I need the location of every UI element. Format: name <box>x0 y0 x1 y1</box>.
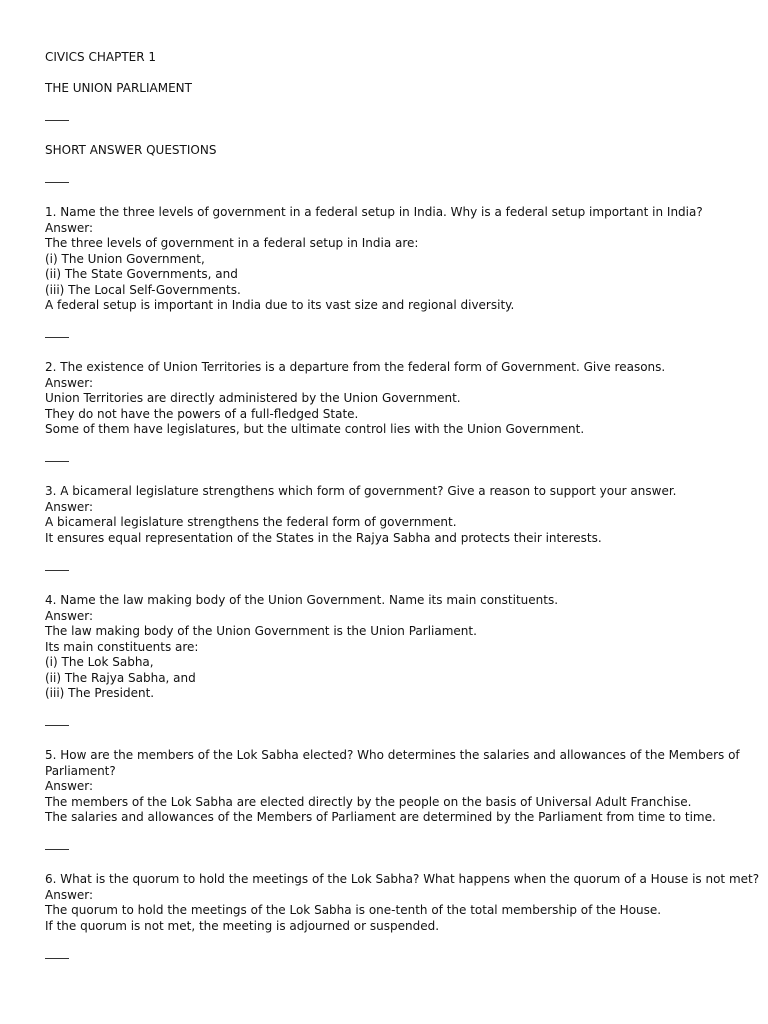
separator-line <box>45 725 69 726</box>
answer-line: The salaries and allowances of the Members of Parliament are determined by the Parliament from time to time. <box>45 810 716 824</box>
question-block-4 <box>45 593 558 702</box>
answer-line: (i) The Lok Sabha, <box>45 655 154 669</box>
answer-line: A bicameral legislature strengthens the federal form of government. <box>45 515 457 529</box>
answer-line: (iii) The Local Self-Governments. <box>45 282 241 297</box>
question-text: 1. Name the three levels of government in a federal setup in India. Why is a federal setup important in India? <box>45 205 703 219</box>
question-block-5 <box>45 748 740 826</box>
answer-line: (iii) The President. <box>45 686 155 700</box>
separator-line <box>45 849 69 850</box>
question-text: 6. What is the quorum to hold the meetings of the Lok Sabha? What happens when the quorum of a House is not met? <box>45 872 760 886</box>
separator-line <box>45 337 69 338</box>
answer-line: Union Territories are directly administered by the Union Government. <box>45 391 461 405</box>
answer-line: If the quorum is not met, the meeting is adjourned or suspended. <box>45 918 440 933</box>
question-text: Parliament? <box>45 763 116 778</box>
answer-line: The law making body of the Union Government is the Union Parliament. <box>45 624 477 638</box>
document-title: THE UNION PARLIAMENT <box>45 81 192 95</box>
answer-line: They do not have the powers of a full-fledged State. <box>45 406 359 421</box>
question-block-6 <box>45 872 759 934</box>
separator-line <box>45 570 69 571</box>
answer-label: Answer: <box>45 779 94 793</box>
question-block-1 <box>45 205 703 314</box>
answer-line: A federal setup is important in India due to its vast size and regional diversity. <box>45 298 515 312</box>
section-heading: SHORT ANSWER QUESTIONS <box>45 143 217 157</box>
question-text: 3. A bicameral legislature strengthens which form of government? Give a reason to support your answer. <box>45 484 677 498</box>
question-text: 2. The existence of Union Territories is a departure from the federal form of Government. Give reasons. <box>45 360 666 374</box>
answer-label: Answer: <box>45 887 94 902</box>
answer-line: (ii) The State Governments, and <box>45 267 238 281</box>
answer-line: It ensures equal representation of the States in the Rajya Sabha and protects their interests. <box>45 530 602 545</box>
answer-line: (ii) The Rajya Sabha, and <box>45 670 196 685</box>
answer-line: Its main constituents are: <box>45 639 199 654</box>
chapter-heading: CIVICS CHAPTER 1 <box>45 50 157 64</box>
separator-line <box>45 958 69 959</box>
answer-line: The quorum to hold the meetings of the Lok Sabha is one-tenth of the total membership of the House. <box>45 903 662 917</box>
question-block-3 <box>45 484 676 546</box>
answer-line: The three levels of government in a federal setup in India are: <box>45 236 419 250</box>
separator-line <box>45 120 69 121</box>
answer-label: Answer: <box>45 499 94 514</box>
separator-line <box>45 182 69 183</box>
question-text: 4. Name the law making body of the Union Government. Name its main constituents. <box>45 593 559 607</box>
answer-label: Answer: <box>45 608 94 623</box>
question-block-2 <box>45 360 665 438</box>
answer-line: (i) The Union Government, <box>45 251 205 266</box>
answer-label: Answer: <box>45 220 94 235</box>
answer-line: Some of them have legislatures, but the ultimate control lies with the Union Government. <box>45 422 585 436</box>
answer-label: Answer: <box>45 375 94 390</box>
answer-line: The members of the Lok Sabha are elected directly by the people on the basis of Universal Adult Franchise. <box>45 794 692 809</box>
separator-line <box>45 461 69 462</box>
question-text: 5. How are the members of the Lok Sabha elected? Who determines the salaries and allowances of the Members of <box>45 748 740 762</box>
